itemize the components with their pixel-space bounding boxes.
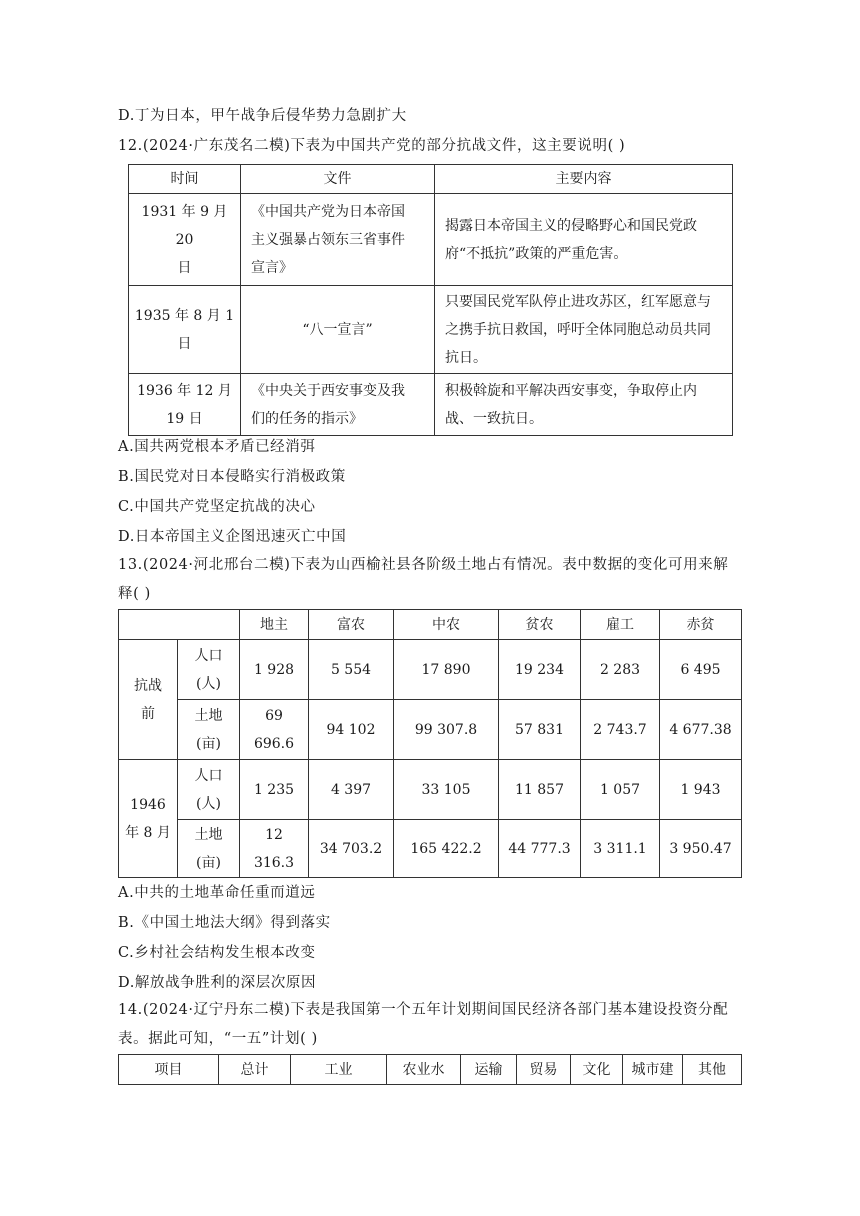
table-cell: 3 950.47: [660, 820, 742, 878]
q13-header-destitute: 赤贫: [660, 610, 742, 640]
q12-option-d: D.日本帝国主义企图迅速灭亡中国: [118, 529, 347, 545]
q13-population-label: 人口 (人): [178, 760, 240, 820]
table-cell: 12 316.3: [240, 820, 309, 878]
table-cell: 2 743.7: [581, 700, 660, 760]
table-cell: 1 943: [660, 760, 742, 820]
q14-header-transport: 运输: [461, 1055, 517, 1085]
table-cell: 1 057: [581, 760, 660, 820]
table-cell: 44 777.3: [499, 820, 581, 878]
table-cell: 19 234: [499, 640, 581, 700]
table-cell: “八一宣言”: [241, 286, 435, 374]
table-cell: 94 102: [309, 700, 394, 760]
q13-header-poor-peasant: 贫农: [499, 610, 581, 640]
table-cell: 69 696.6: [240, 700, 309, 760]
table-cell: [119, 610, 240, 640]
q13-stem-line1: 13.(2024·河北邢台二模)下表为山西榆社县各阶级土地占有情况。表中数据的变化可用来解: [118, 557, 729, 573]
table-cell: 《中国共产党为日本帝国 主义强暴占领东三省事件 宣言》: [241, 194, 435, 286]
q14-header-item: 项目: [119, 1055, 219, 1085]
q13-period-label: 抗战 前: [119, 640, 178, 760]
table-cell: 只要国民党军队停止进攻苏区，红军愿意与 之携手抗日救国，呼吁全体同胞总动员共同 抗日。: [435, 286, 733, 374]
table-cell: 11 857: [499, 760, 581, 820]
table-cell: 1 235: [240, 760, 309, 820]
table-cell: 6 495: [660, 640, 742, 700]
q12-table: [128, 164, 733, 436]
q13-table: [118, 609, 742, 878]
q13-option-d: D.解放战争胜利的深层次原因: [118, 975, 317, 991]
q12-header-content: 主要内容: [435, 165, 733, 194]
q13-header-landlord: 地主: [240, 610, 309, 640]
q14-table: [118, 1054, 742, 1085]
q13-header-rich-peasant: 富农: [309, 610, 394, 640]
q12-option-c: C.中国共产党坚定抗战的决心: [118, 499, 316, 515]
q14-header-urban: 城市建: [623, 1055, 683, 1085]
table-cell: 34 703.2: [309, 820, 394, 878]
q14-header-culture: 文化: [571, 1055, 623, 1085]
q14-header-industry: 工业: [291, 1055, 387, 1085]
table-cell: 5 554: [309, 640, 394, 700]
table-cell: 99 307.8: [394, 700, 499, 760]
table-cell: 2 283: [581, 640, 660, 700]
table-cell: 揭露日本帝国主义的侵略野心和国民党政 府“不抵抗”政策的严重危害。: [435, 194, 733, 286]
table-cell: 17 890: [394, 640, 499, 700]
table-cell: 33 105: [394, 760, 499, 820]
q12-option-b: B.国民党对日本侵略实行消极政策: [118, 469, 346, 485]
table-cell: 1935 年 8 月 1 日: [129, 286, 241, 374]
table-cell: 《中央关于西安事变及我 们的任务的指示》: [241, 374, 435, 436]
table-cell: 积极斡旋和平解决西安事变，争取停止内 战、一致抗日。: [435, 374, 733, 436]
q13-header-middle-peasant: 中农: [394, 610, 499, 640]
q12-stem: 12.(2024·广东茂名二模)下表为中国共产党的部分抗战文件，这主要说明( ): [118, 138, 626, 154]
table-cell: 57 831: [499, 700, 581, 760]
q14-stem-line2: 表。据此可知，“一五”计划( ): [118, 1031, 318, 1047]
q13-option-b: B.《中国土地法大纲》得到落实: [118, 915, 331, 931]
table-cell: 1 928: [240, 640, 309, 700]
table-cell: 4 677.38: [660, 700, 742, 760]
table-cell: 4 397: [309, 760, 394, 820]
q14-header-total: 总计: [219, 1055, 291, 1085]
q13-land-label: 土地 (亩): [178, 700, 240, 760]
table-cell: 1936 年 12 月 19 日: [129, 374, 241, 436]
q13-land-label: 土地 (亩): [178, 820, 240, 878]
table-cell: 3 311.1: [581, 820, 660, 878]
q14-header-trade: 贸易: [517, 1055, 571, 1085]
table-cell: 165 422.2: [394, 820, 499, 878]
q13-option-c: C.乡村社会结构发生根本改变: [118, 945, 316, 961]
q14-stem-line1: 14.(2024·辽宁丹东二模)下表是我国第一个五年计划期间国民经济各部门基本建设投资分配: [118, 1002, 729, 1018]
q14-header-agri-water: 农业水: [387, 1055, 461, 1085]
q13-stem-line2: 释( ): [118, 586, 151, 602]
q13-option-a: A.中共的土地革命任重而道远: [118, 885, 316, 901]
q13-period-label: 1946 年 8 月: [119, 760, 178, 878]
q12-header-doc: 文件: [241, 165, 435, 194]
table-cell: 1931 年 9 月 20 日: [129, 194, 241, 286]
q11-option-d: D.丁为日本，甲午战争后侵华势力急剧扩大: [118, 108, 407, 124]
q12-option-a: A.国共两党根本矛盾已经消弭: [118, 439, 316, 455]
q14-header-other: 其他: [683, 1055, 742, 1085]
q13-population-label: 人口 (人): [178, 640, 240, 700]
q12-header-time: 时间: [129, 165, 241, 194]
q13-header-hired-labor: 雇工: [581, 610, 660, 640]
